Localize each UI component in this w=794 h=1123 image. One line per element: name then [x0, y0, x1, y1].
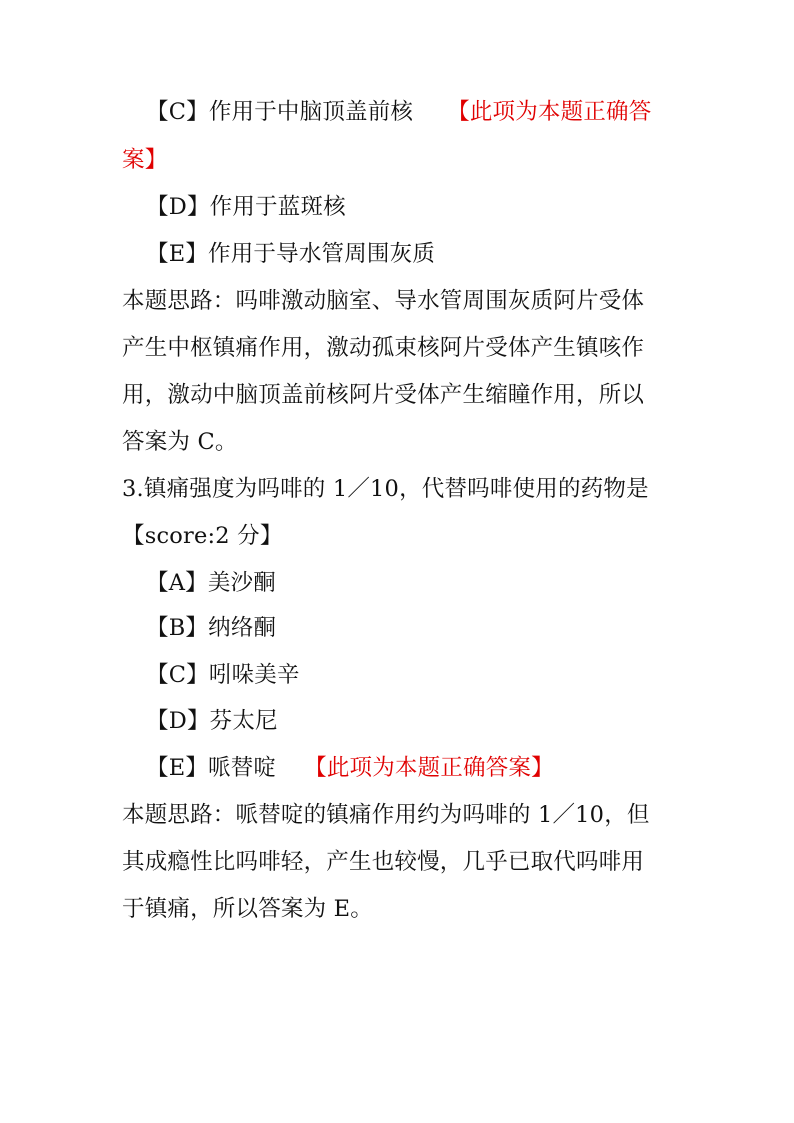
q2-explanation-line: 本题思路：吗啡激动脑室、导水管周围灰质阿片受体: [122, 288, 645, 314]
q2-option-c-text: 【C】作用于中脑顶盖前核: [146, 99, 414, 125]
q3-explanation-line: 于镇痛，所以答案为 E。: [122, 896, 373, 922]
q3-score: 【score:2 分】: [122, 523, 283, 549]
q2-explanation-line: 答案为 C。: [122, 429, 238, 455]
q3-option-e: [146, 753, 706, 783]
q3-option-e-text: 【E】哌替啶: [146, 755, 277, 781]
q3-option-a: 【A】美沙酮: [146, 570, 276, 596]
q2-option-e: 【E】作用于导水管周围灰质: [146, 241, 436, 267]
q3-option-c: 【C】吲哚美辛: [146, 662, 300, 688]
q2-explanation-line: 产生中枢镇痛作用，激动孤束核阿片受体产生镇咳作: [122, 335, 645, 361]
q2-correct-answer-mark-continued: 案】: [122, 147, 168, 173]
q3-question-text: 3.镇痛强度为吗啡的 1／10，代替吗啡使用的药物是: [122, 476, 649, 502]
q3-explanation-line: 其成瘾性比吗啡轻，产生也较慢，几乎已取代吗啡用: [122, 849, 645, 875]
q2-correct-answer-mark: 【此项为本题正确答: [447, 99, 652, 125]
q3-explanation-line: 本题思路：哌替啶的镇痛作用约为吗啡的 1／10，但: [122, 802, 650, 828]
q2-explanation-line: 用，激动中脑顶盖前核阿片受体产生缩瞳作用，所以: [122, 382, 645, 408]
q3-option-b: 【B】纳络酮: [146, 615, 277, 641]
q2-option-c: [146, 97, 706, 127]
q3-correct-answer-mark: 【此项为本题正确答案】: [304, 755, 554, 781]
q3-option-d: 【D】芬太尼: [146, 708, 278, 734]
q2-option-d: 【D】作用于蓝斑核: [146, 194, 346, 220]
